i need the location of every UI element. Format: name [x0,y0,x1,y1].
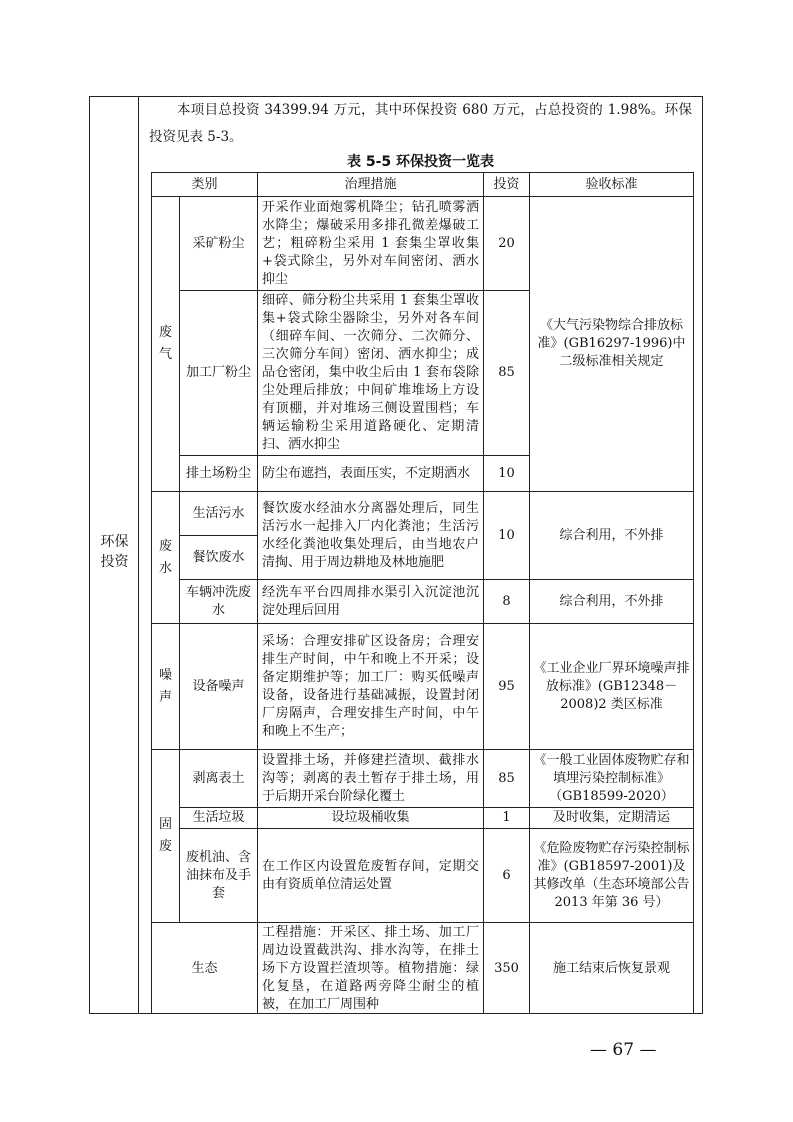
standard-waste-gas: 《大气污染物综合排放标准》(GB16297-1996)中二级标准相关规定 [530,197,694,492]
table-row [152,829,694,923]
row-investment: 8 [484,580,530,624]
row-investment: 1 [484,808,530,829]
standard-ecology: 施工结束后恢复景观 [530,923,694,1015]
table-row [152,197,694,291]
row-investment: 10 [484,456,530,492]
table-row [152,750,694,808]
page-number: — 67 — [590,1040,657,1060]
row-measure: 细碎、筛分粉尘共采用 1 套集尘罩收集+袋式除尘器除尘，另外对各车间（细碎车间、一次筛分、二次筛分、三次筛分车间）密闭、洒水抑尘；成品仓密闭，集中收尘后由 1 套布袋除尘处理后排放；中间矿堆堆场上方设有顶棚，并对堆场三侧设置围档；车辆运输粉尘采用道路硬化、定期清扫、洒水抑尘 [258,291,484,456]
row-investment: 85 [484,291,530,456]
header-standard: 验收标准 [530,173,694,197]
row-measure: 采场：合理安排矿区设备房；合理安排生产时间，中午和晚上不开采；设备定期维护等；加工厂：购买低噪声设备，设备进行基础减振，设置封闭厂房隔声，合理安排生产时间，中午和晚上不生产； [258,624,484,750]
row-sub-category: 设备噪声 [180,624,258,750]
header-category: 类别 [152,173,258,197]
table-row [152,923,694,1015]
header-measure: 治理措施 [258,173,484,197]
group-waste-water: 废水 [152,492,180,624]
row-sub-category: 生态 [152,923,258,1015]
header-investment: 投资 [484,173,530,197]
group-solid-waste: 固废 [152,750,180,923]
investment-table [151,172,694,1014]
row-sub-category: 加工厂粉尘 [180,291,258,456]
standard-hazardous: 《危险废物贮存污染控制标准》(GB18597-2001)及其修改单（生态环境部公告 2013 年第 36 号） [530,829,694,923]
intro-paragraph: 本项目总投资 34399.94 万元，其中环保投资 680 万元，占总投资的 1.98%。环保投资见表 5-3。 [149,102,692,145]
standard-topsoil: 《一般工业固体废物贮存和填埋污染控制标准》（GB18599-2020） [530,750,694,808]
row-measure: 餐饮废水经油水分离器处理后，同生活污水一起排入厂内化粪池；生活污水经化粪池收集处理后，由当地农户清掏、用于周边耕地及林地施肥 [258,492,484,580]
table-header-row [152,173,694,197]
left-column [90,97,139,1013]
row-measure: 工程措施：开采区、排土场、加工厂周边设置截洪沟、排水沟等，在排土场下方设置拦渣坝等。植物措施：绿化复垦，在道路两旁降尘耐尘的植被，在加工厂周围种 [258,923,484,1015]
row-sub-category: 生活垃圾 [180,808,258,829]
row-investment: 350 [484,923,530,1015]
row-sub-category: 废机油、含油抹布及手套 [180,829,258,923]
group-noise: 噪声 [152,624,180,750]
row-sub-category: 排土场粉尘 [180,456,258,492]
row-investment: 10 [484,492,530,580]
table-row [152,492,694,536]
row-investment: 85 [484,750,530,808]
page-frame [89,96,703,1014]
row-investment: 6 [484,829,530,923]
row-sub-category: 餐饮废水 [180,536,258,580]
table-title: 表 5-5 环保投资一览表 [346,154,495,170]
row-sub-category: 采矿粉尘 [180,197,258,291]
row-measure: 开采作业面炮雾机降尘；钻孔喷雾洒水降尘；爆破采用多排孔微差爆破工艺；粗碎粉尘采用 1 套集尘罩收集+袋式除尘，另外对车间密闭、洒水抑尘 [258,197,484,291]
row-measure: 在工作区内设置危废暂存间，定期交由有资质单位清运处置 [258,829,484,923]
table-row [152,808,694,829]
row-measure: 经洗车平台四周排水渠引入沉淀池沉淀处理后回用 [258,580,484,624]
table-row [152,580,694,624]
table-row [152,624,694,750]
row-sub-category: 车辆冲洗废水 [180,580,258,624]
row-sub-category: 生活污水 [180,492,258,536]
section-label: 环保 投资 [100,534,129,570]
standard-vehicle-wash: 综合利用，不外排 [530,580,694,624]
row-investment: 20 [484,197,530,291]
row-investment: 95 [484,624,530,750]
standard-garbage: 及时收集，定期清运 [530,808,694,829]
row-measure: 防尘布遮挡，表面压实，不定期洒水 [258,456,484,492]
standard-waste-water: 综合利用，不外排 [530,492,694,580]
row-measure: 设垃圾桶收集 [258,808,484,829]
row-measure: 设置排土场，并修建拦渣坝、截排水沟等；剥离的表土暂存于排土场，用于后期开采台阶绿化覆土 [258,750,484,808]
group-waste-gas: 废气 [152,197,180,492]
standard-noise: 《工业企业厂界环境噪声排放标准》(GB12348－2008)2 类区标准 [530,624,694,750]
row-sub-category: 剥离表土 [180,750,258,808]
